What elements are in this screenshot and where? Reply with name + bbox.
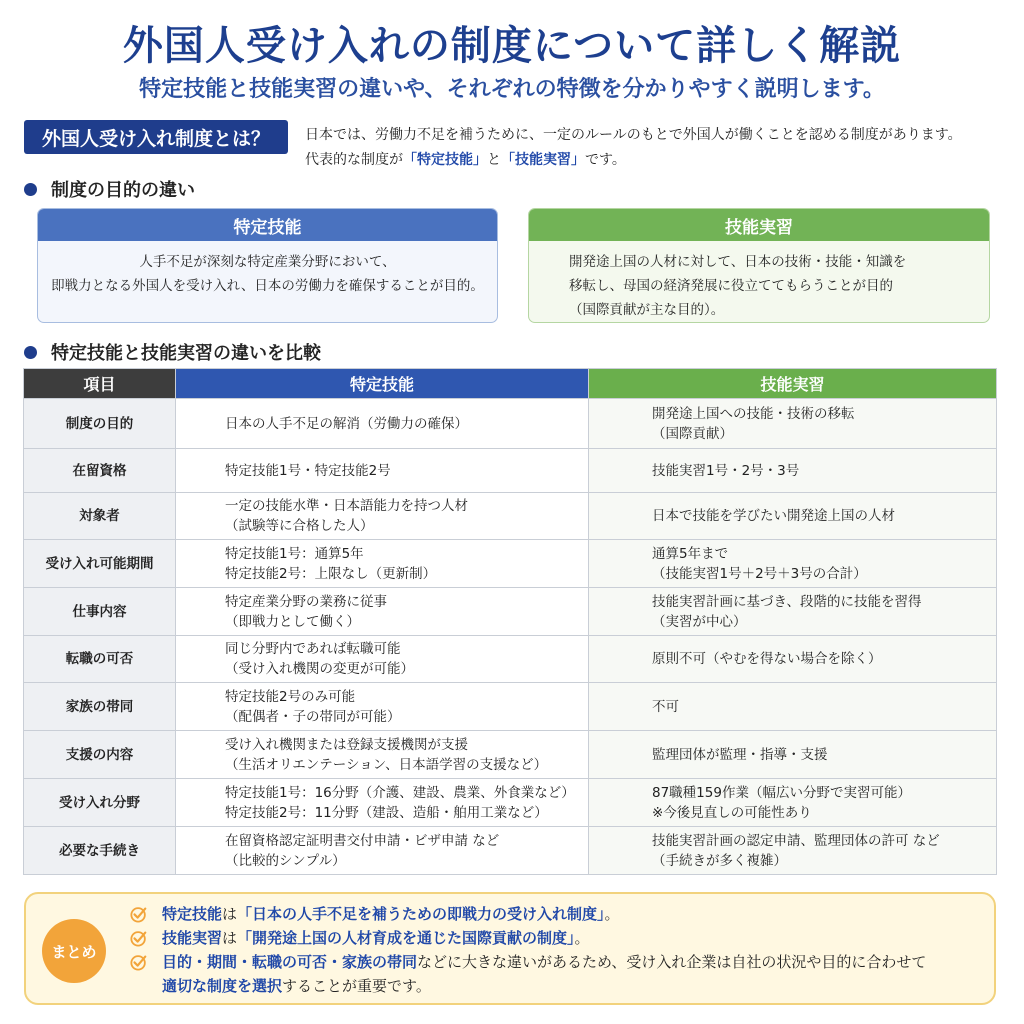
table-row (24, 731, 997, 779)
check-icon (130, 929, 148, 947)
summary-quote: 「開発途上国の人材育成を通じた国際貢献の制度」 (237, 929, 575, 947)
table-body (24, 399, 997, 875)
cell-line: 技能実習計画の認定申請、監理団体の許可 など (652, 832, 940, 849)
cell-line: （試験等に合格した人） (225, 518, 374, 534)
summary-line-2 (130, 926, 990, 950)
cell-line: （手続きが多く複雑） (652, 852, 787, 869)
summary-line-1 (130, 902, 990, 926)
purpose-ginou-line: 移転し、母国の経済発展に役立ててもらうことが目的 (569, 278, 893, 294)
summary-text: は (222, 929, 238, 947)
row-ginou-cell (589, 540, 997, 588)
row-tokutei-cell (176, 399, 589, 449)
comparison-table (23, 368, 997, 875)
row-ginou-cell (589, 588, 997, 636)
check-icon (130, 953, 148, 971)
row-item-label: 受け入れ分野 (24, 779, 176, 827)
summary-box (24, 892, 996, 1005)
purpose-box-ginou (528, 208, 990, 323)
cell-line: （即戦力として働く） (225, 613, 360, 630)
cell-line: （配偶者・子の帯同が可能） (225, 708, 401, 725)
header-tokutei: 特定技能 (176, 369, 589, 399)
row-item-label: 必要な手続き (24, 827, 176, 875)
table-row (24, 779, 997, 827)
cell-line: 特定産業分野の業務に従事 (225, 593, 387, 610)
row-tokutei-cell (176, 683, 589, 731)
intro-line-2-suffix: です。 (585, 152, 626, 168)
header-item: 項目 (24, 369, 176, 399)
table-row (24, 540, 997, 588)
cell-line: 技能実習計画に基づき、段階的に技能を習得 (652, 593, 922, 610)
table-row (24, 683, 997, 731)
cell-line: 不可 (652, 698, 679, 715)
table-row (24, 449, 997, 493)
row-item-label: 在留資格 (24, 449, 176, 493)
row-tokutei-cell (176, 779, 589, 827)
row-ginou-cell (589, 399, 997, 449)
header-ginou: 技能実習 (589, 369, 997, 399)
row-ginou-cell (589, 683, 997, 731)
row-ginou-cell (589, 779, 997, 827)
intro-line-1: 日本では、労働力不足を補うために、一定のルールのもとで外国人が働くことを認める制度があります。 (305, 127, 962, 143)
purpose-box-tokutei (37, 208, 498, 323)
comparison-heading-text: 特定技能と技能実習の違いを比較 (51, 343, 321, 364)
purpose-box-tokutei-body (38, 241, 497, 298)
cell-line: 受け入れ機関または登録支援機関が支援 (225, 736, 468, 753)
cell-line: 日本で技能を学びたい開発途上国の人材 (652, 508, 895, 524)
purpose-box-ginou-title: 技能実習 (529, 209, 989, 241)
table-row (24, 827, 997, 875)
purpose-ginou-line: 開発途上国の人材に対して、日本の技術・技能・知識を (569, 254, 907, 270)
cell-line: 原則不可（やむを得ない場合を除く） (652, 651, 882, 667)
purpose-section-heading (24, 176, 195, 202)
row-ginou-cell (589, 493, 997, 540)
intro-line-2-prefix: 代表的な制度が (305, 152, 403, 168)
check-icon (130, 905, 148, 923)
row-ginou-cell (589, 827, 997, 875)
intro-line-2-mid: と (487, 152, 501, 168)
row-ginou-cell (589, 731, 997, 779)
cell-line: （受け入れ機関の変更が可能） (225, 661, 414, 677)
row-tokutei-cell (176, 731, 589, 779)
table-row (24, 636, 997, 683)
summary-term: 技能実習 (162, 929, 223, 947)
row-item-label: 仕事内容 (24, 588, 176, 636)
cell-line: 87職種159作業（幅広い分野で実習可能） (652, 784, 911, 801)
comparison-section-heading (24, 339, 321, 365)
purpose-tokutei-line: 即戦力となる外国人を受け入れ、日本の労働力を確保することが目的。 (51, 278, 484, 294)
cell-line: 特定技能1号：通算5年 (225, 545, 364, 562)
cell-line: ※今後見直しの可能性あり (652, 804, 812, 821)
cell-line: 特定技能2号：11分野（建設、造船・舶用工業など） (225, 804, 548, 821)
intro-text (305, 123, 1017, 173)
intro-line-2 (305, 148, 1017, 173)
cell-line: 技能実習1号・2号・3号 (652, 462, 800, 479)
purpose-box-tokutei-title: 特定技能 (38, 209, 497, 241)
cell-line: 監理団体が監理・指導・支援 (652, 746, 828, 763)
cell-line: 特定技能2号：上限なし（更新制） (225, 565, 437, 582)
cell-line: （実習が中心） (652, 613, 747, 630)
table-header-row (24, 369, 997, 399)
cell-line: 特定技能2号のみ可能 (225, 688, 356, 705)
cell-line: 日本の人手不足の解消（労働力の確保） (225, 415, 468, 432)
purpose-heading-text: 制度の目的の違い (51, 180, 195, 201)
summary-text: することが重要です。 (282, 977, 431, 995)
cell-line: 特定技能1号：16分野（介護、建設、農業、外食業など） (225, 784, 575, 801)
intro-term-ginou: 「技能実習」 (501, 152, 585, 168)
summary-text: は (222, 905, 238, 923)
summary-term: 目的・期間・転職の可否・家族の帯同 (162, 953, 418, 971)
row-tokutei-cell (176, 540, 589, 588)
row-tokutei-cell (176, 636, 589, 683)
cell-line: （生活オリエンテーション、日本語学習の支援など） (225, 756, 548, 773)
summary-term: 適切な制度を選択 (162, 977, 283, 995)
row-ginou-cell (589, 636, 997, 683)
table-row (24, 588, 997, 636)
page-subtitle: 特定技能と技能実習の違いや、それぞれの特徴を分かりやすく説明します。 (139, 77, 885, 102)
summary-term: 特定技能 (162, 905, 223, 923)
row-tokutei-cell (176, 588, 589, 636)
bullet-dot-icon (24, 346, 37, 359)
row-tokutei-cell (176, 449, 589, 493)
row-tokutei-cell (176, 493, 589, 540)
summary-lines (130, 902, 990, 998)
cell-line: 一定の技能水準・日本語能力を持つ人材 (225, 498, 468, 514)
row-item-label: 受け入れ可能期間 (24, 540, 176, 588)
purpose-tokutei-line: 人手不足が深刻な特定産業分野において、 (139, 254, 396, 270)
table-row (24, 493, 997, 540)
row-tokutei-cell (176, 827, 589, 875)
row-item-label: 転職の可否 (24, 636, 176, 683)
purpose-box-ginou-body (529, 241, 989, 322)
summary-line-4 (130, 974, 990, 998)
row-ginou-cell (589, 449, 997, 493)
row-item-label: 支援の内容 (24, 731, 176, 779)
cell-line: （国際貢献） (652, 425, 733, 442)
cell-line: 特定技能1号・特定技能2号 (225, 462, 391, 479)
intro-label: 外国人受け入れ制度とは？ (24, 120, 288, 154)
summary-line-3 (130, 950, 990, 974)
table-row (24, 399, 997, 449)
cell-line: 開発途上国への技能・技術の移転 (652, 405, 855, 422)
intro-term-tokutei: 「特定技能」 (403, 152, 487, 168)
cell-line: 同じ分野内であれば転職可能 (225, 641, 401, 657)
page-title: 外国人受け入れの制度について詳しく解説 (122, 23, 902, 69)
summary-text: などに大きな違いがあるため、受け入れ企業は自社の状況や目的に合わせて (417, 953, 927, 971)
summary-badge: まとめ (42, 919, 106, 983)
row-item-label: 家族の帯同 (24, 683, 176, 731)
summary-quote: 「日本の人手不足を補うための即戦力の受け入れ制度」 (237, 905, 605, 923)
bullet-dot-icon (24, 183, 37, 196)
purpose-ginou-line: （国際貢献が主な目的）。 (569, 302, 725, 318)
cell-line: 通算5年まで (652, 545, 729, 562)
summary-text: 。 (604, 905, 620, 923)
row-item-label: 制度の目的 (24, 399, 176, 449)
cell-line: （比較的シンプル） (225, 852, 346, 869)
cell-line: （技能実習1号＋2号＋3号の合計） (652, 565, 867, 582)
cell-line: 在留資格認定証明書交付申請・ビザ申請 など (225, 832, 500, 849)
summary-text: 。 (574, 929, 590, 947)
row-item-label: 対象者 (24, 493, 176, 540)
